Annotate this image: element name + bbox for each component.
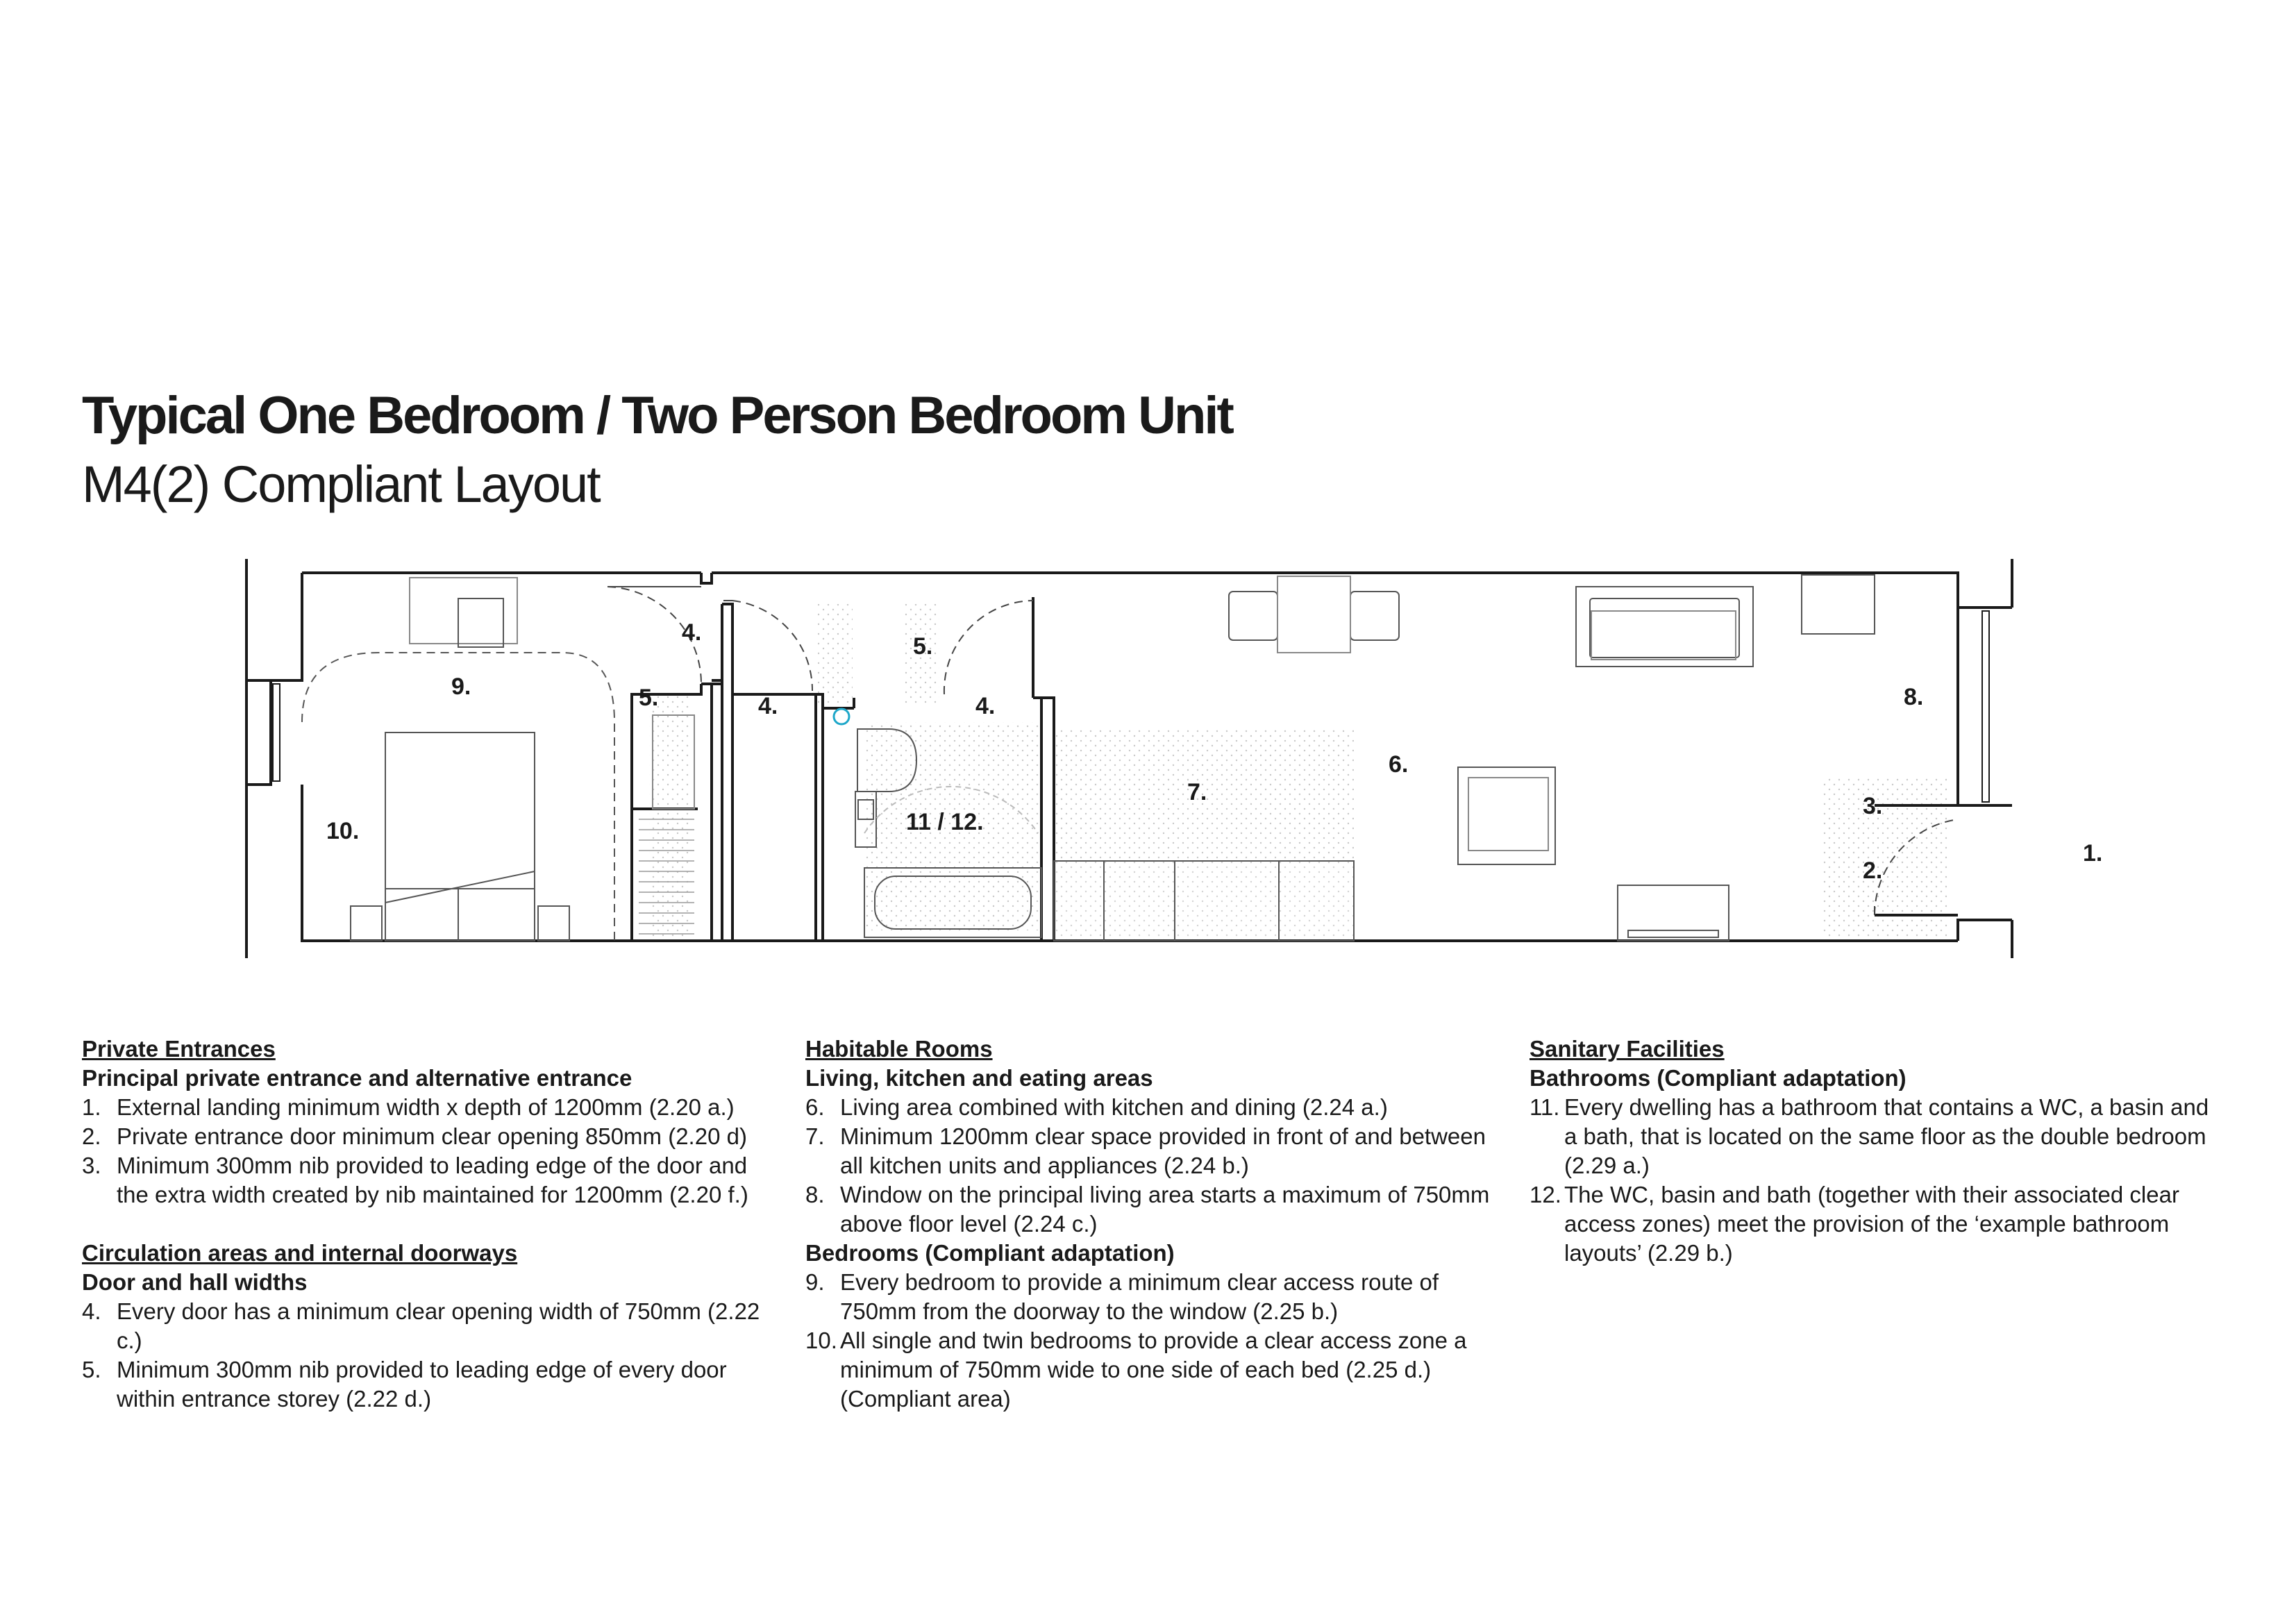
plan-label-2: 2. (1863, 857, 1883, 884)
section-subheading: Principal private entrance and alternative entrance (82, 1065, 632, 1091)
notes-column-1 (82, 1035, 776, 1414)
list-item: 1. External landing minimum width x depth of 1200mm (2.20 a.) (82, 1094, 735, 1120)
list-item: 10. All single and twin bedrooms to provide a clear access zone a minimum of 750mm wide to one side of each bed (2.25 d.) (Compliant area) (805, 1328, 1467, 1412)
plan-label-11-12: 11 / 12. (906, 809, 984, 835)
page-title: Typical One Bedroom / Two Person Bedroom Unit (82, 386, 1232, 445)
list-item: 7. Minimum 1200mm clear space provided in front of and between all kitchen units and appliances (2.24 b.) (805, 1123, 1486, 1178)
plan-label-9: 9. (451, 673, 471, 700)
soil-pipe-icon (834, 709, 849, 724)
plan-label-6: 6. (1389, 751, 1409, 778)
plan-label-5a: 5. (639, 685, 659, 711)
list-item: 8. Window on the principal living area starts a maximum of 750mm above floor level (2.24 c.) (805, 1182, 1490, 1237)
list-item: 2. Private entrance door minimum clear opening 850mm (2.20 d) (82, 1123, 747, 1149)
plan-label-4b: 4. (758, 693, 778, 719)
plan-label-3: 3. (1863, 793, 1883, 819)
plan-label-4c: 4. (975, 693, 996, 719)
page-subtitle: M4(2) Compliant Layout (82, 455, 600, 513)
notes-column-2 (805, 1035, 1500, 1414)
section-heading: Habitable Rooms (805, 1036, 993, 1062)
section-heading: Private Entrances (82, 1036, 276, 1062)
list-item: 12. The WC, basin and bath (together with their associated clear access zones) meet the provision of the ‘example bathroom layouts’ (2.29 b.) (1530, 1182, 2179, 1266)
plan-label-8: 8. (1904, 684, 1924, 710)
plan-label-1: 1. (2083, 840, 2103, 867)
section-subheading: Bedrooms (Compliant adaptation) (805, 1240, 1175, 1266)
plan-label-5b: 5. (913, 633, 933, 660)
section-subheading: Living, kitchen and eating areas (805, 1065, 1153, 1091)
section-heading: Circulation areas and internal doorways (82, 1240, 518, 1266)
list-item: 3. Minimum 300mm nib provided to leading edge of the door and the extra width created by nib maintained for 1200mm (2.20 f.) (82, 1153, 748, 1207)
list-item: 9. Every bedroom to provide a minimum clear access route of 750mm from the doorway to the window (2.25 b.) (805, 1269, 1439, 1324)
list-item: 5. Minimum 300mm nib provided to leading edge of every door within entrance storey (2.22 d.) (82, 1357, 727, 1412)
section-subheading: Bathrooms (Compliant adaptation) (1530, 1065, 1907, 1091)
notes-column-3 (1530, 1035, 2224, 1268)
bedroom-furniture (302, 578, 694, 941)
section-subheading: Door and hall widths (82, 1269, 308, 1295)
plan-label-10: 10. (326, 818, 360, 844)
section-heading: Sanitary Facilities (1530, 1036, 1725, 1062)
list-item: 4. Every door has a minimum clear opening width of 750mm (2.22 c.) (82, 1298, 760, 1353)
list-item: 6. Living area combined with kitchen and dining (2.24 a.) (805, 1094, 1388, 1120)
list-item: 11. Every dwelling has a bathroom that contains a WC, a basin and a bath, that is located on the same floor as the double bedroom (2.29 a.) (1530, 1094, 2209, 1178)
plan-label-7: 7. (1187, 779, 1207, 805)
plan-label-4a: 4. (682, 619, 702, 646)
